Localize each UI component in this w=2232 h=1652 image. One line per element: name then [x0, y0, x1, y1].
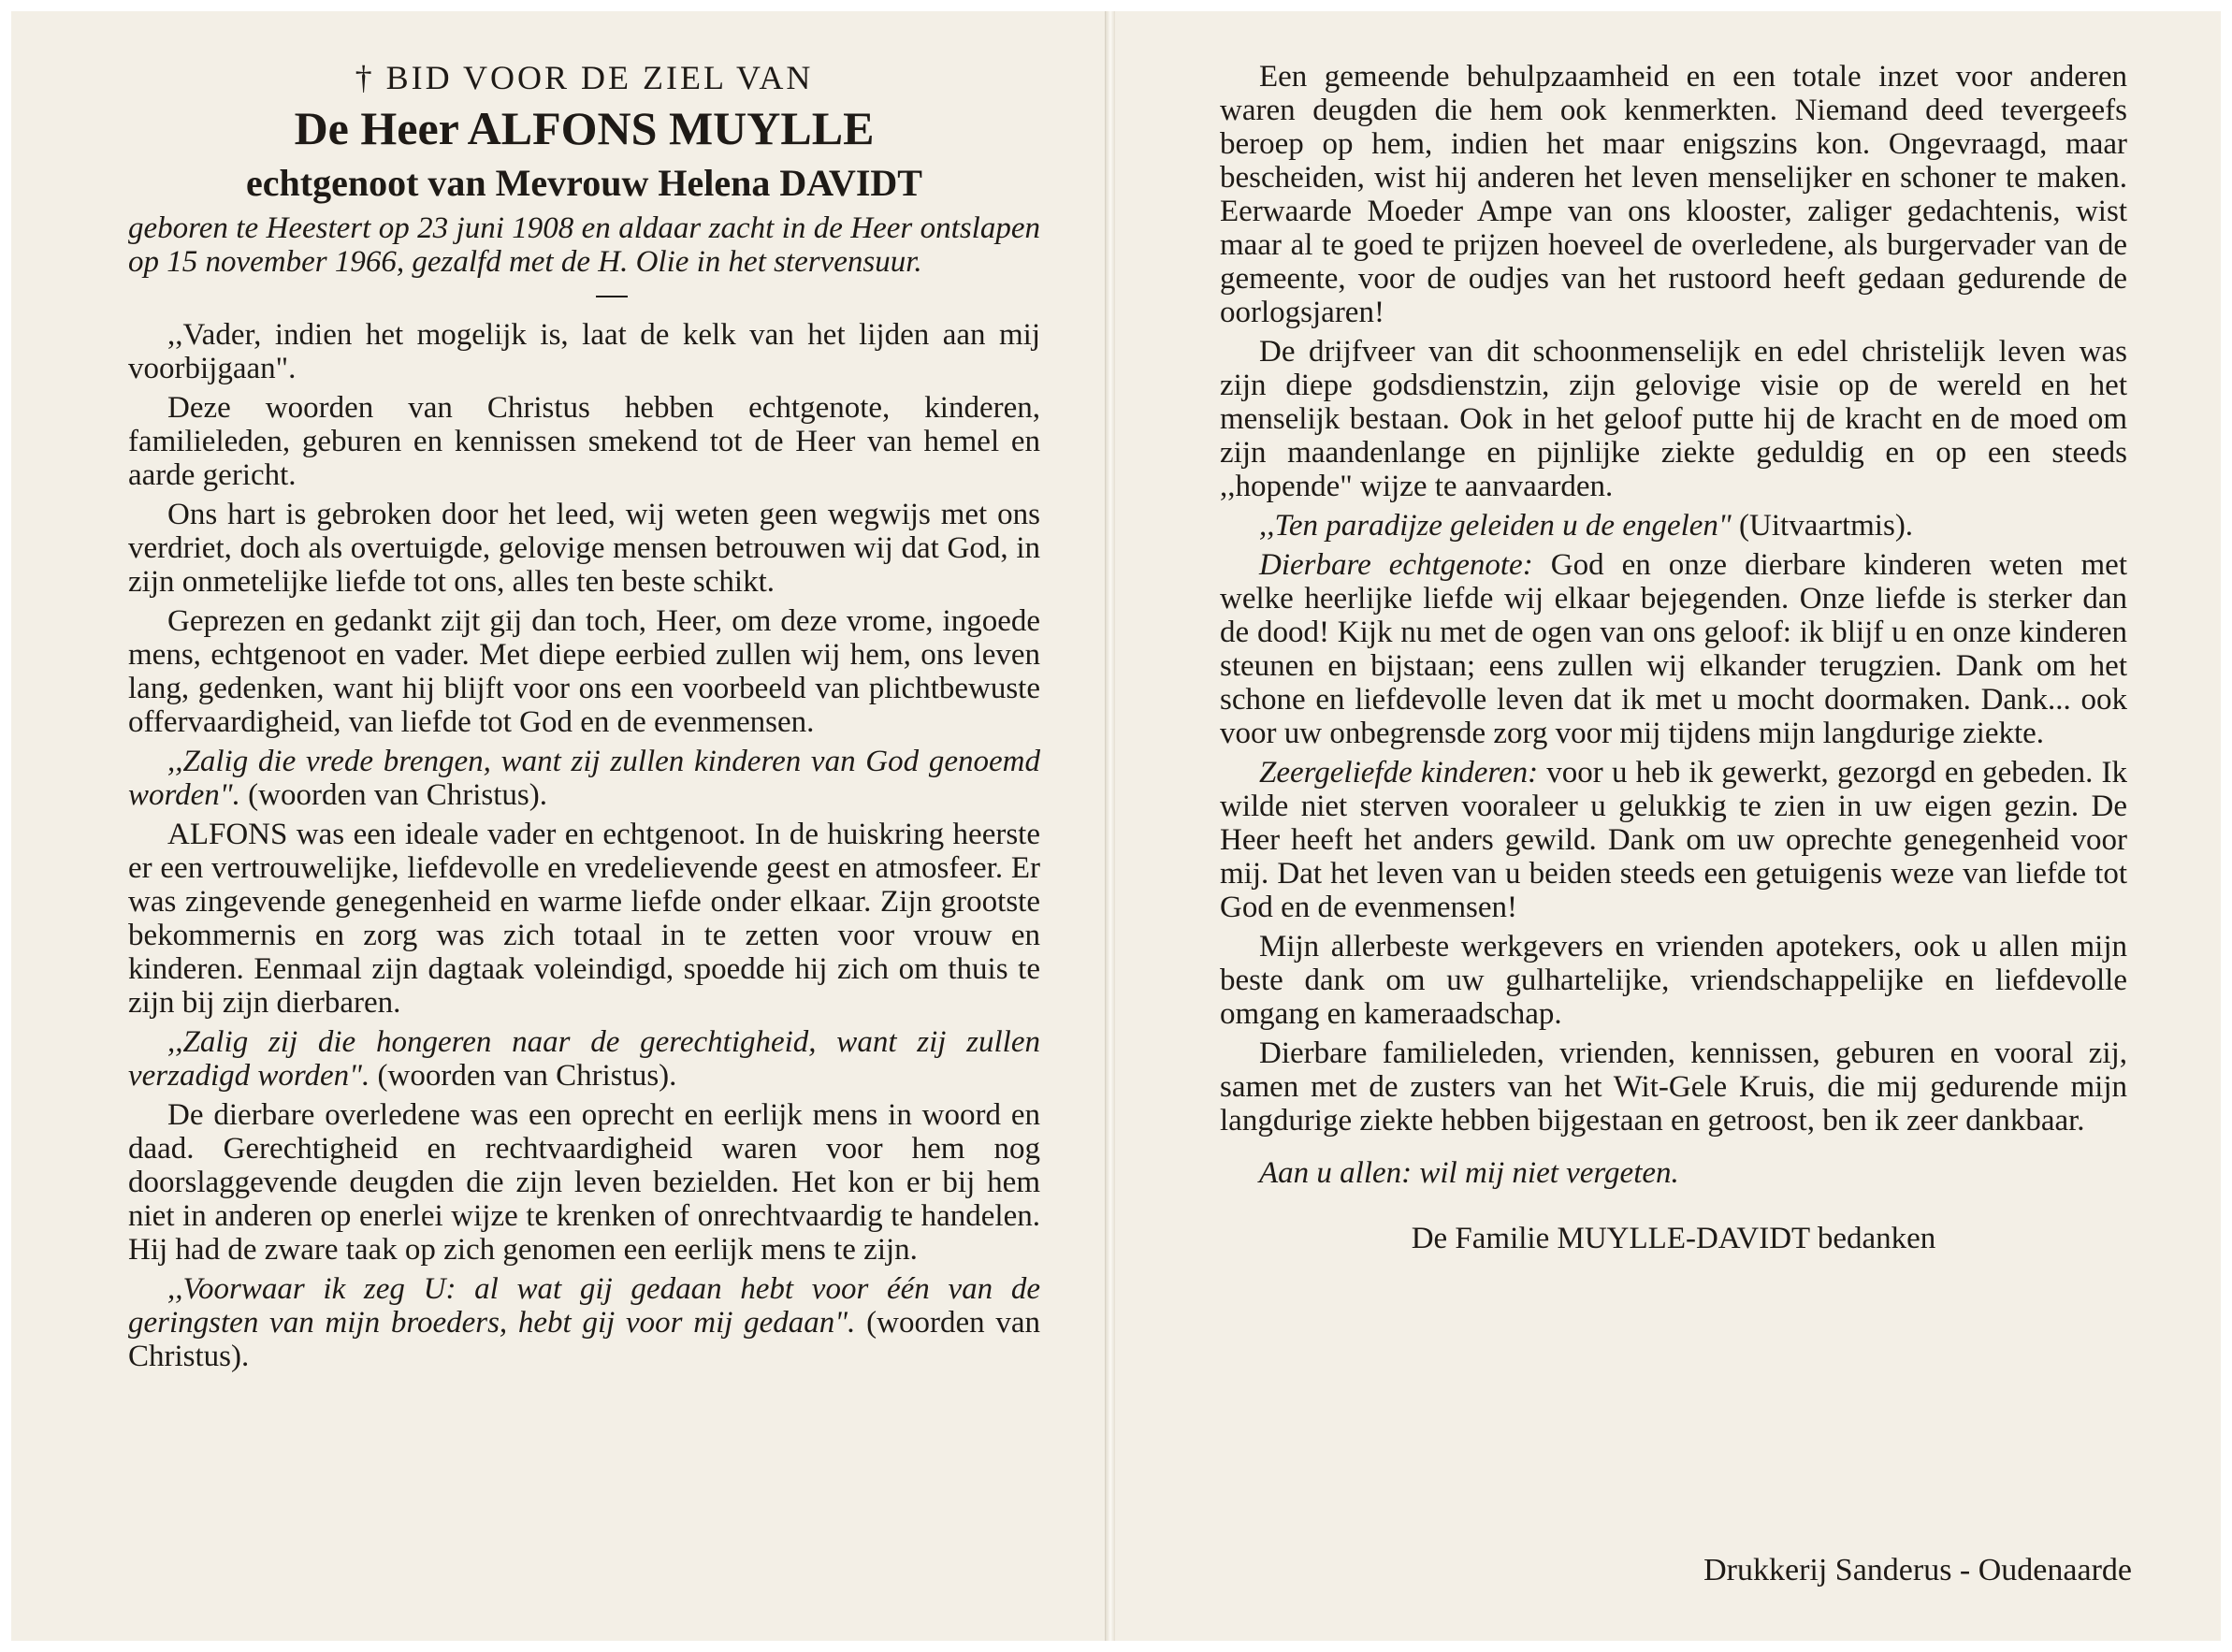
deceased-name: De Heer ALFONS MUYLLE: [294, 102, 875, 154]
address-text: voor u heb ik gewerkt, gezorgd en gebeden. Ik wilde niet sterven vooraleer u gelukkig te zien in uw eigen gezin. De Heer heeft het anders gewild. Dank om uw oprechte genegenheid voor mij. Dat het leven van u beiden steeds een getuigenis weze van liefde tot God en de evenmensen!: [1220, 756, 2127, 924]
address-to-children: [1220, 756, 2127, 924]
paragraph: De drijfveer van dit schoonmenselijk en edel christelijk leven was zijn diepe godsdienstzin, zijn gelovige visie op de wereld en het menselijk bestaan. Ook in het geloof putte hij de kracht en de moed om zijn maandenlange en pijnlijke ziekte geduldig en op een steeds ,,hopende" wijze te aanvaarden.: [1220, 335, 2127, 503]
quote-reference: (woorden van Christus).: [248, 778, 548, 812]
quote-text: ,,Voorwaar ik zeg U: al wat gij gedaan hebt voor één van de geringsten van mijn broeders, hebt gij voor mij gedaan".: [128, 1272, 1040, 1340]
quote-text: ,,Ten paradijze geleiden u de engelen": [1259, 509, 1732, 543]
address-to-wife: [1220, 548, 2127, 750]
left-page: [11, 11, 1106, 1641]
quote-text: ,,Zalig zij die hongeren naar de gerechtigheid, want zij zullen verzadigd worden".: [128, 1025, 1040, 1093]
address-lead: Zeergeliefde kinderen:: [1259, 756, 1539, 790]
paragraph: De dierbare overledene was een oprecht en eerlijk mens in woord en daad. Gerechtigheid en rechtvaardigheid waren voor hem nog doorslaggevende deugden die zijn leven bezielden. Het kon er bij hem niet in anderen op enerlei wijze te krenken of onrechtvaardig te handelen. Hij had de zware taak op zich genomen een eerlijk mens te zijn.: [128, 1098, 1040, 1267]
address-lead: Dierbare echtgenote:: [1259, 548, 1533, 582]
paragraph: Mijn allerbeste werkgevers en vrienden apotekers, ook u allen mijn beste dank om uw gulhartelijke, vriendschappelijke en liefdevolle omgang en kameraadschap.: [1220, 930, 2127, 1031]
scripture-quote: [128, 1272, 1040, 1373]
paragraph: ,,Vader, indien het mogelijk is, laat de kelk van het lijden aan mij voorbijgaan".: [128, 318, 1040, 385]
paragraph: Dierbare familieleden, vrienden, kennissen, geburen en vooral zij, samen met de zusters van het Wit-Gele Kruis, die mij gedurende mijn langdurige ziekte hebben bijgestaan en getroost, ben ik zeer dankbaar.: [1220, 1036, 2127, 1138]
scripture-quote: [128, 745, 1040, 812]
paragraph: Ons hart is gebroken door het leed, wij weten geen wegwijs met ons verdriet, doch als overtuigde, gelovige mensen betrouwen wij dat God, in zijn onmetelijke liefde tot ons, alles ten beste schikt.: [128, 498, 1040, 599]
right-column: [1220, 60, 2127, 1255]
left-column: [128, 58, 1040, 1373]
quote-reference: (woorden van Christus).: [377, 1059, 677, 1093]
quote-text: ,,Zalig die vrede brengen, want zij zullen kinderen van God genoemd worden".: [128, 745, 1040, 812]
prayer-heading: † BID VOOR DE ZIEL VAN: [355, 59, 814, 96]
spouse-line: echtgenoot van Mevrouw Helena DAVIDT: [246, 162, 922, 204]
family-thanks: De Familie MUYLLE-DAVIDT bedanken: [1411, 1222, 1936, 1255]
paragraph: ALFONS was een ideale vader en echtgenoot. In de huiskring heerste er een vertrouwelijke, liefdevolle en vredelievende geest en atmosfeer. Er was zingevende genegenheid en warme liefde onder elkaar. Zijn grootste bekommernis en zorg was zich totaal in te zetten voor vrouw en kinderen. Eenmaal zijn dagtaak voleindigd, spoedde hij zich om thuis te zijn bij zijn dierbaren.: [128, 818, 1040, 1020]
paragraph: Geprezen en gedankt zijt gij dan toch, Heer, om deze vrome, ingoede mens, echtgenoot en vader. Met diepe eerbied zullen wij hem, ons leven lang, gedenken, want hij blijft voor ons een voorbeeld van plichtbewuste offervaardigheid, van liefde tot God en de evenmensen.: [128, 604, 1040, 739]
birth-death-details: geboren te Heestert op 23 juni 1908 en aldaar zacht in de Heer ontslapen op 15 november 1966, gezalfd met de H. Olie in het stervensuur.: [128, 211, 1040, 279]
paragraph: Een gemeende behulpzaamheid en een totale inzet voor anderen waren deugden die hem ook kenmerkten. Niemand deed tevergeefs beroep op hem, indien het maar enigszins kon. Ongevraagd, maar bescheiden, wist hij anderen het leven menselijker en schoner te maken. Eerwaarde Moeder Ampe van ons klooster, zaliger gedachtenis, wist maar al te goed te prijzen hoeveel de overledene, als burgervader van de gemeente, voor de oudjes van het rustoord heeft gedaan gedurende de oorlogsjaren!: [1220, 60, 2127, 329]
scripture-quote: [128, 1025, 1040, 1093]
liturgy-quote: [1220, 509, 2127, 543]
right-page: [1115, 11, 2221, 1641]
separator-dash: [596, 296, 628, 297]
paragraph: Deze woorden van Christus hebben echtgenote, kinderen, familieleden, geburen en kennissen smekend tot de Heer van hemel en aarde gericht.: [128, 391, 1040, 492]
card-fold: [1106, 11, 1115, 1641]
quote-reference: (Uitvaartmis).: [1739, 509, 1914, 543]
printer-credit: Drukkerij Sanderus - Oudenaarde: [1703, 1553, 2132, 1587]
quote-reference: (woorden van Christus).: [128, 1306, 1040, 1373]
closing-line: Aan u allen: wil mij niet vergeten.: [1259, 1156, 1679, 1190]
address-text: God en onze dierbare kinderen weten met welke heerlijke liefde wij elkaar bejegenden. Onze liefde is sterker dan de dood! Kijk nu met de ogen van ons geloof: ik blijf u en onze kinderen steunen en bijstaan; eens zullen wij elkander terugzien. Dank om het schone en liefdevolle leven dat ik met u mocht doormaken. Dank... ook voor uw onbegrensde zorg voor mij tijdens mijn langdurige ziekte.: [1220, 548, 2127, 750]
